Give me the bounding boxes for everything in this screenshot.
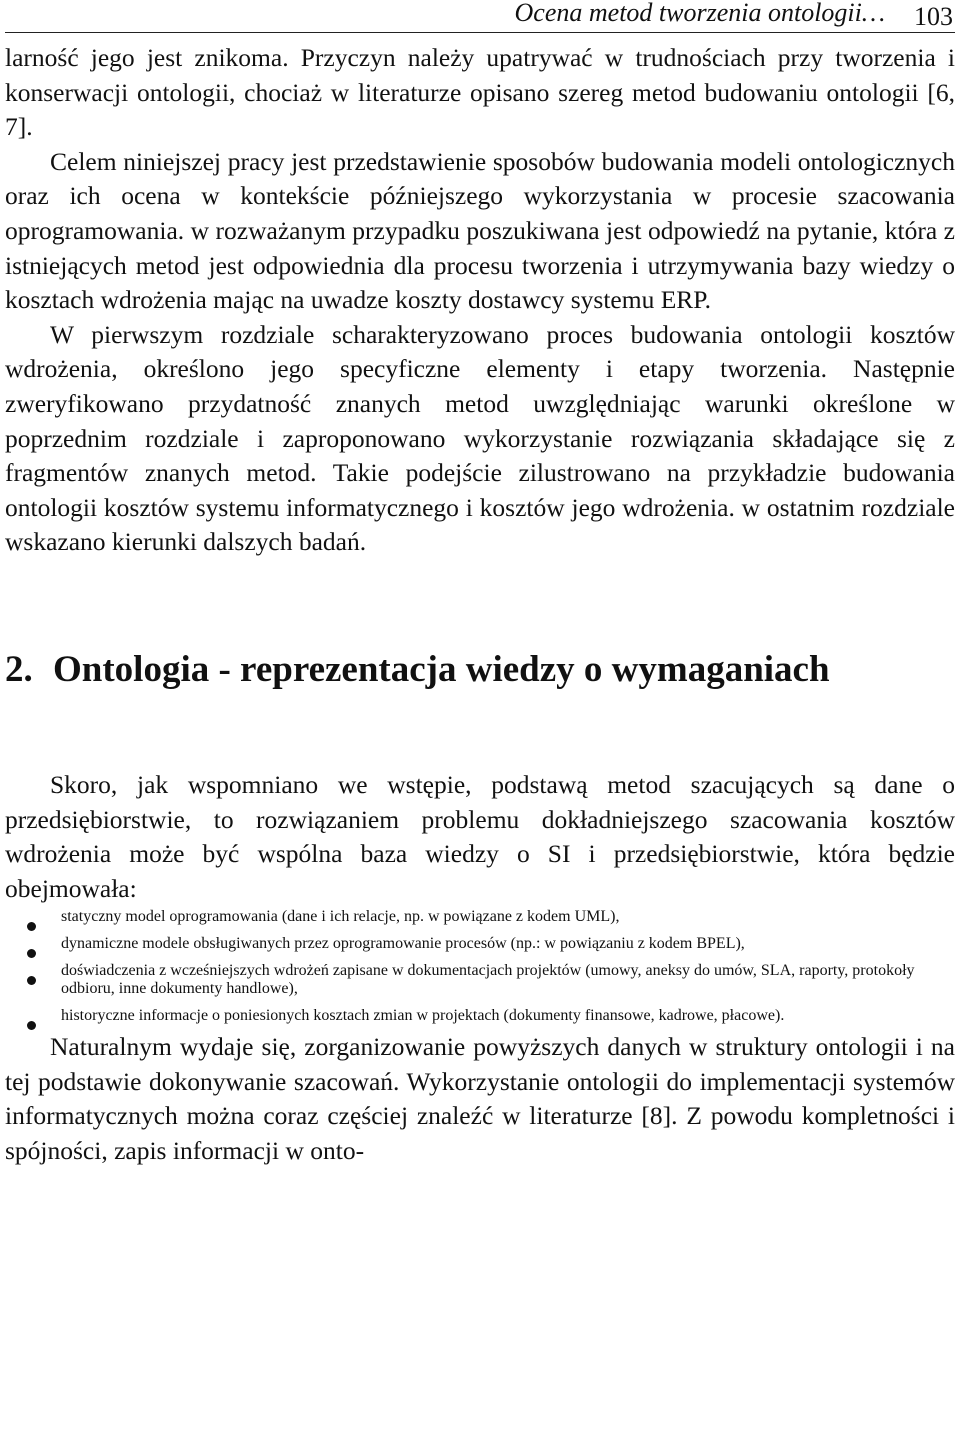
section-body bbox=[5, 768, 955, 1169]
section-number: 2. bbox=[5, 648, 33, 690]
paragraph-aim: Celem niniejszej pracy jest przedstawienie sposobów budowania modeli ontologicznych oraz ich ocena w kontekście późniejszego wykorzystania w procesie szacowania oprogramowania. w rozważanym przypadku poszukiwana jest odpowiedź na pytanie, która z istniejących metod jest odpowiednia dla procesu tworzenia i utrzymywania bazy wiedzy o kosztach wdrożenia mając na uwadze koszty dostawcy systemu ERP. bbox=[5, 146, 955, 315]
page-number: 103 bbox=[914, 2, 953, 31]
section-heading bbox=[5, 648, 955, 692]
bullet-list bbox=[5, 908, 955, 1025]
section-title: Ontologia - reprezentacja wiedzy o wymaganiach bbox=[53, 648, 830, 690]
list-item: historyczne informacje o poniesionych kosztach zmian w projektach (dokumenty finansowe, kadrowe, płacowe). bbox=[5, 1007, 955, 1025]
paragraph-closing: Naturalnym wydaje się, zorganizowanie powyższych danych w struktury ontologii i na tej podstawie dokonywanie szacowań. Wykorzystanie ontologii do implementacji systemów informatycznych można coraz częściej znaleźć w literaturze [8]. Z powodu kompletności i spójności, zapis informacji w onto- bbox=[5, 1032, 955, 1166]
paragraph-continuation: larność jego jest znikoma. Przyczyn należy upatrywać w trudnościach przy tworzenia i konserwacji ontologii, chociaż w literaturze opisano szereg metod budowaniu ontologii [6, 7]. bbox=[5, 43, 955, 142]
running-header bbox=[5, 0, 955, 33]
paragraph-section-intro: Skoro, jak wspomniano we wstępie, podstawą metod szacujących są dane o przedsiębiorstwie, to rozwiązaniem problemu dokładniejszego szacowania kosztów wdrożenia może być wspólna baza wiedzy o SI i przedsiębiorstwie, która będzie obejmowała: bbox=[5, 769, 955, 903]
list-item: dynamiczne modele obsługiwanych przez oprogramowanie procesów (np.: w powiązaniu z kodem BPEL), bbox=[5, 935, 955, 953]
document-page bbox=[5, 0, 955, 1169]
paragraph-outline: W pierwszym rozdziale scharakteryzowano proces budowania ontologii kosztów wdrożenia, określono jego specyficzne elementy i etapy tworzenia. Następnie zweryfikowano przydatność znanych metod uwzględniając warunki określone w poprzednim rozdziale i zaproponowano wykorzystanie rozwiązania składające się z fragmentów znanych metod. Takie podejście zilustrowano na przykładzie budowania ontologii kosztów systemu informatycznego i kosztów jego wdrożenia. w ostatnim rozdziale wskazano kierunki dalszych badań. bbox=[5, 319, 955, 557]
list-item: statyczny model oprogramowania (dane i ich relacje, np. w powiązane z kodem UML), bbox=[5, 908, 955, 926]
list-item: doświadczenia z wcześniejszych wdrożeń zapisane w dokumentacjach projektów (umowy, aneksy do umów, SLA, raporty, protokoły odbioru, inne dokumenty handlowe), bbox=[5, 962, 955, 998]
running-title: Ocena metod tworzenia ontologii… bbox=[514, 0, 885, 27]
